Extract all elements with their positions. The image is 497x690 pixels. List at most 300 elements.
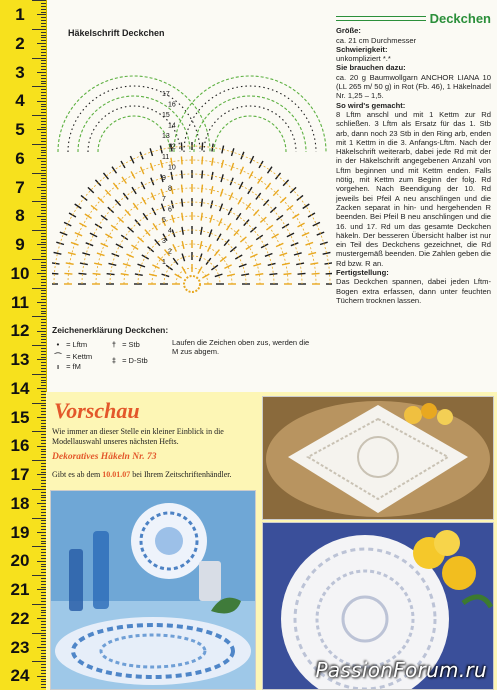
- ruler-tick: [41, 204, 46, 205]
- stitch-mark: [130, 156, 133, 163]
- ruler-tick: [37, 618, 46, 619]
- instructions-header: [336, 11, 491, 26]
- ruler-tick: [41, 132, 46, 133]
- ruler-tick: [37, 43, 46, 44]
- ruler-tick: [41, 224, 46, 225]
- availability-prefix: Gibt es ab dem: [52, 470, 101, 479]
- ruler-number: 14: [10, 378, 30, 398]
- ruler-tick: [41, 32, 46, 33]
- stitch-mark: [112, 167, 117, 174]
- ruler-tick: [41, 98, 46, 99]
- ruler-tick: [41, 17, 46, 18]
- stitch-mark: [283, 274, 291, 275]
- lobe-round: [174, 76, 326, 152]
- stitch-mark: [211, 265, 217, 270]
- size-label: Größe:: [336, 26, 361, 36]
- site-watermark: PassionForum.ru: [315, 658, 487, 682]
- round-number: 4: [168, 227, 172, 235]
- preview-description: Wie immer an dieser Stelle ein kleiner Einblick in die Modellauswahl unseres nächsten Hefts.: [52, 427, 224, 446]
- stitch-mark: [155, 240, 160, 246]
- stitch-mark: [256, 235, 263, 240]
- stitch-mark: [221, 174, 223, 182]
- ruler-tick: [41, 368, 46, 369]
- ruler-tick: [41, 193, 46, 194]
- stitch-mark: [244, 220, 249, 226]
- ruler-tick: [32, 633, 46, 634]
- ruler-tick: [32, 201, 46, 202]
- availability-line: [52, 470, 232, 479]
- stitch-mark: [303, 204, 310, 209]
- round-number: 10: [168, 164, 176, 172]
- ruler-tick: [41, 167, 46, 168]
- lobe-round: [194, 96, 306, 152]
- ruler-tick: [41, 207, 46, 208]
- ruler-tick: [41, 221, 46, 222]
- lobe-round: [214, 116, 286, 152]
- stitch-mark: [153, 223, 157, 230]
- ruler-tick: [41, 141, 46, 142]
- stitch-mark: [215, 274, 223, 276]
- stitch-mark: [255, 274, 263, 275]
- ruler-tick: [41, 127, 46, 128]
- stitch-mark: [202, 142, 203, 150]
- ruler-tick: [41, 210, 46, 211]
- stitch-mark: [78, 273, 86, 274]
- stitch-mark: [52, 273, 58, 274]
- ruler-tick: [37, 129, 46, 130]
- treble-crochet-symbol: ‡: [111, 356, 117, 365]
- round-number: 7: [162, 196, 166, 203]
- round-number: 5: [162, 217, 166, 224]
- stitch-mark: [202, 170, 203, 178]
- round-number: 8: [168, 185, 172, 193]
- legend-label: = D-Stb: [122, 356, 148, 365]
- ruler-tick: [41, 175, 46, 176]
- ruler-tick: [41, 92, 46, 93]
- ruler-tick: [41, 285, 46, 286]
- ruler-tick: [37, 503, 46, 504]
- stitch-mark: [181, 170, 182, 178]
- lobe-round: [204, 106, 296, 152]
- ruler-tick: [41, 46, 46, 47]
- ruler-tick: [41, 89, 46, 90]
- legend-item-fm: [52, 362, 81, 371]
- ruler-number: 19: [10, 522, 30, 542]
- ruler-tick: [41, 75, 46, 76]
- method-text: 8 Lftm anschl und mit 1 Kettm zur Rd schließen. 3 Lftm als Ersatz für das 1. Stb arb, dann noch 23 Stb in den Ring arb, enden mit 1 Kettm in die 3. Anfangs-Lftm. Nach der Häkelschrift weiterarb, dabei jede Rd mit der in der Häkelschrift angegebenen Anzahl von Lftm beginnen und mit Kettm enden. Falls nötig, mit Kettm zum Beginn der folg. Rd vorgehen. Nach Beendigung der 10. Rd jeweils bei Pfeil A neu anschlingen und die Zacken separat in hin- und hergehenden R beenden. Bei Pfeil B neu anschlingen und die 16. und 17. Rd um das gesamte Deckchen häkeln. Der besseren Übersicht halber ist nur ein Teil des Deckchens gezeichnet, die Rd mustergemäß beenden. Die Zahlen geben die Rd bzw. R an.: [336, 109, 491, 268]
- stitch-mark: [143, 213, 148, 220]
- ruler-tick: [41, 196, 46, 197]
- ruler-tick: [41, 253, 46, 254]
- stitch-mark: [101, 215, 107, 220]
- ruler-tick: [41, 354, 46, 355]
- method-label: So wird's gemacht:: [336, 100, 406, 110]
- stitch-mark: [256, 193, 261, 199]
- round-number: 14: [168, 122, 176, 130]
- ruler-tick: [41, 155, 46, 156]
- instructions-column: [336, 11, 491, 305]
- ruler-tick: [37, 216, 46, 217]
- stitch-mark: [239, 182, 243, 189]
- round-number: 17: [162, 91, 170, 98]
- ruler-tick: [41, 52, 46, 53]
- finishing-label: Fertigstellung:: [336, 268, 389, 278]
- size-value: ca. 21 cm Durchmesser: [336, 35, 417, 45]
- ruler-number: 23: [10, 637, 30, 657]
- ruler-tick: [37, 187, 46, 188]
- ruler-tick: [32, 575, 46, 576]
- ruler-number: 20: [10, 551, 30, 571]
- ruler-tick: [41, 371, 46, 372]
- ruler-number: 1: [15, 5, 25, 24]
- ruler-tick: [41, 382, 46, 383]
- stitch-mark: [103, 173, 108, 179]
- stitch-mark: [211, 186, 213, 194]
- ruler-tick: [41, 181, 46, 182]
- ruler-tick: [41, 270, 46, 271]
- ruler-tick: [41, 147, 46, 148]
- stitch-mark: [250, 156, 253, 163]
- ruler-tick: [41, 184, 46, 185]
- ruler-tick: [41, 299, 46, 300]
- stitch-mark: [151, 193, 154, 200]
- round-number: 13: [162, 133, 170, 140]
- ruler-number: 10: [10, 263, 30, 283]
- ruler-tick: [41, 3, 46, 4]
- round-number: 2: [168, 248, 172, 256]
- header-rule: [336, 16, 426, 21]
- instructions-title: Deckchen: [429, 11, 491, 26]
- ruler-number: 7: [15, 177, 25, 197]
- stitch-mark: [279, 253, 287, 255]
- ruler-tick: [41, 305, 46, 306]
- stitch-mark: [224, 265, 231, 268]
- chain-symbol: •: [56, 340, 60, 349]
- ruler-tick: [41, 348, 46, 349]
- ruler-tick: [41, 118, 46, 119]
- ruler-number: 21: [10, 580, 30, 599]
- round-number: 6: [168, 206, 172, 214]
- ruler-number: 17: [10, 465, 30, 484]
- stitch-mark: [181, 142, 182, 150]
- materials-value: ca. 20 g Baumwollgarn ANCHOR LIANA 10 (LL 265 m/ 50 g) in Rot (Fb. 46), 1 Häkelnadel Nr. 1,25 – 1,5.: [336, 72, 491, 101]
- legend-label: = Lftm: [66, 340, 88, 349]
- legend-item-lftm: [52, 340, 87, 349]
- ruler-tick: [41, 83, 46, 84]
- ruler-tick: [37, 72, 46, 73]
- ruler-tick: [41, 362, 46, 363]
- crochet-chart: [52, 36, 332, 316]
- ruler-number: 22: [10, 608, 30, 628]
- legend-label: = Kettm: [66, 352, 93, 361]
- ruler-tick: [37, 158, 46, 159]
- round-number: 3: [162, 238, 166, 245]
- difficulty-label: Schwierigkeit:: [336, 44, 388, 54]
- ruler-tick: [37, 302, 46, 303]
- single-crochet-symbol: ı: [56, 362, 60, 371]
- stitch-mark: [54, 252, 62, 254]
- ruler-tick: [37, 647, 46, 648]
- ruler-tick: [41, 106, 46, 107]
- stitch-mark: [75, 204, 82, 209]
- ruler-tick: [37, 446, 46, 447]
- ruler-tick: [41, 6, 46, 7]
- stitch-mark: [141, 167, 144, 174]
- ruler-number: 13: [10, 350, 30, 369]
- availability-suffix: bei Ihrem Zeitschriftenhändler.: [132, 470, 232, 479]
- ruler-tick: [32, 173, 46, 174]
- ruler-tick: [41, 311, 46, 312]
- ruler-tick: [41, 293, 46, 294]
- legend-item-dstb: [108, 356, 148, 365]
- ruler-number: 11: [11, 292, 29, 312]
- stitch-mark: [131, 245, 138, 249]
- difficulty-value: unkompliziert *.*: [336, 54, 391, 64]
- stitch-mark: [122, 177, 126, 184]
- stitch-mark: [90, 233, 97, 237]
- ruler-tick: [41, 325, 46, 326]
- ruler-tick: [41, 233, 46, 234]
- stitch-mark: [85, 214, 92, 218]
- ruler-tick: [41, 319, 46, 320]
- stitch-mark: [224, 240, 229, 246]
- stitch-mark: [246, 203, 251, 209]
- ruler-tick: [32, 345, 46, 346]
- stitch-mark: [258, 177, 262, 184]
- stitch-mark: [272, 234, 279, 238]
- stitch-mark: [68, 253, 76, 255]
- stitch-mark: [116, 244, 123, 248]
- ruler-tick: [41, 242, 46, 243]
- finishing-text: Das Deckchen spannen, dabei jeden Lftm-Bogen extra erfassen, dann unter feuchten Tüchern trocknen lassen.: [336, 277, 491, 305]
- ruler-tick: [41, 198, 46, 199]
- doily-photo-white-square: [262, 396, 494, 520]
- ruler-tick: [41, 150, 46, 151]
- ruler-tick: [37, 417, 46, 418]
- stitch-mark: [313, 222, 320, 225]
- ruler-tick: [32, 115, 46, 116]
- stitch-mark: [182, 199, 183, 207]
- ruler-tick: [41, 104, 46, 105]
- ruler-tick: [41, 37, 46, 38]
- ruler-tick: [41, 334, 46, 335]
- lobe-round: [58, 76, 210, 152]
- ruler-tick: [32, 316, 46, 317]
- ruler-tick: [41, 12, 46, 13]
- ruler-tick: [32, 288, 46, 289]
- stitch-mark: [182, 227, 183, 235]
- ruler-tick: [41, 377, 46, 378]
- ruler-tick: [32, 144, 46, 145]
- stitch-mark: [277, 215, 283, 220]
- ruler-tick: [32, 58, 46, 59]
- ruler-tick: [41, 365, 46, 366]
- availability-date: 10.01.07: [102, 470, 131, 479]
- ruler-tick: [41, 256, 46, 257]
- ruler-tick: [41, 342, 46, 343]
- stitch-mark: [326, 273, 332, 274]
- ruler-number: 6: [15, 148, 25, 168]
- stitch-mark: [128, 227, 134, 232]
- stitch-mark: [269, 274, 277, 275]
- ruler-tick: [41, 385, 46, 386]
- legend-note: Laufen die Zeichen oben zus, werden die M zus abgem.: [172, 338, 310, 356]
- ruler-number: 4: [15, 91, 25, 111]
- ruler-tick: [37, 561, 46, 562]
- materials-label: Sie brauchen dazu:: [336, 63, 406, 73]
- diagram-title: Häkelschrift Deckchen: [68, 28, 165, 38]
- ruler-tick: [32, 489, 46, 490]
- ruler-number: 18: [10, 493, 30, 513]
- ruler-tick: [32, 604, 46, 605]
- ruler-tick: [37, 676, 46, 677]
- stitch-mark: [145, 230, 150, 236]
- preview-title: Vorschau: [54, 398, 140, 423]
- stitch-mark: [132, 187, 136, 194]
- ruler-tick: [41, 339, 46, 340]
- stitch-mark: [236, 213, 241, 220]
- ruler-tick: [41, 313, 46, 314]
- ruler-tick: [32, 0, 46, 1]
- ruler-tick: [32, 431, 46, 432]
- ruler-tick: [41, 351, 46, 352]
- stitch-mark: [172, 215, 174, 223]
- ruler-tick: [32, 661, 46, 662]
- legend-item-kettm: [52, 351, 92, 362]
- ruler-tick: [32, 374, 46, 375]
- ruler-tick: [41, 357, 46, 358]
- ruler-tick: [41, 265, 46, 266]
- ruler-tick: [41, 124, 46, 125]
- stitch-mark: [105, 234, 112, 238]
- stitch-mark: [294, 253, 302, 255]
- ruler-tick: [41, 267, 46, 268]
- ruler-tick: [41, 279, 46, 280]
- ruler-tick: [32, 29, 46, 30]
- ruler-tick: [41, 112, 46, 113]
- ruler-tick: [41, 20, 46, 21]
- ruler-tick: [32, 259, 46, 260]
- ruler-tick: [32, 403, 46, 404]
- ruler-tick: [41, 138, 46, 139]
- ruler-tick: [41, 69, 46, 70]
- ruler-tick: [41, 247, 46, 248]
- legend-label: = fM: [66, 362, 81, 371]
- ruler-tick: [41, 282, 46, 283]
- ruler-tick: [41, 26, 46, 27]
- stitch-mark: [64, 273, 72, 274]
- ruler-tick: [37, 101, 46, 102]
- ruler-tick: [37, 474, 46, 475]
- ruler-tick: [41, 290, 46, 291]
- center-ring: [184, 276, 200, 292]
- stitch-mark: [267, 167, 272, 174]
- ruler-tick: [41, 328, 46, 329]
- ruler-tick: [41, 121, 46, 122]
- ruler-tick: [32, 546, 46, 547]
- ruler-tick: [41, 49, 46, 50]
- ruler-tick: [41, 170, 46, 171]
- stitch-mark: [287, 233, 294, 237]
- ruler-number: 5: [15, 120, 25, 139]
- ruler-tick: [41, 23, 46, 24]
- ruler-number: 16: [10, 436, 30, 456]
- ruler-tick: [41, 322, 46, 323]
- legend-title: Zeichenerklärung Deckchen:: [52, 325, 169, 335]
- stitch-mark: [201, 199, 202, 207]
- ruler-number: 15: [10, 407, 30, 427]
- stitch-mark: [298, 223, 305, 227]
- doily-photo-blue: [50, 490, 256, 690]
- ruler-number: 8: [15, 206, 25, 226]
- legend-label: = Stb: [122, 340, 140, 349]
- legend: [52, 325, 312, 338]
- ruler-tick: [37, 14, 46, 15]
- stitch-mark: [298, 273, 306, 274]
- ruler-number: 3: [15, 62, 25, 82]
- ruler-tick: [41, 95, 46, 96]
- ruler-tick: [41, 213, 46, 214]
- ruler-tick: [37, 388, 46, 389]
- ruler-tick: [32, 230, 46, 231]
- legend-item-stb: [108, 340, 140, 349]
- stitch-mark: [230, 247, 236, 252]
- stitch-mark: [212, 158, 213, 166]
- stitch-mark: [287, 205, 293, 210]
- ruler-tick: [41, 109, 46, 110]
- ruler-tick: [41, 55, 46, 56]
- stitch-mark: [229, 193, 232, 200]
- lobe-round: [98, 116, 170, 152]
- ruler-tick: [41, 219, 46, 220]
- ruler-tick: [41, 296, 46, 297]
- ruler-tick: [41, 9, 46, 10]
- double-crochet-symbol: †: [111, 340, 117, 349]
- next-issue-title: Dekoratives Häkeln Nr. 73: [52, 452, 157, 462]
- ruler-number: 12: [10, 321, 30, 341]
- ruler-number: 24: [10, 666, 30, 686]
- ruler-tick: [32, 460, 46, 461]
- ruler-tick: [41, 380, 46, 381]
- round-number: 1: [162, 259, 166, 266]
- round-number: 9: [162, 175, 166, 182]
- stitch-mark: [219, 219, 222, 226]
- ruler-number: 9: [15, 235, 25, 254]
- ruler-tick: [37, 359, 46, 360]
- ruler-tick: [41, 78, 46, 79]
- stitch-mark: [182, 254, 184, 262]
- ruler-tick: [41, 236, 46, 237]
- ruler-number: 2: [15, 33, 25, 53]
- ruler-tick: [41, 239, 46, 240]
- ruler-tick: [37, 331, 46, 332]
- ruler-tick: [41, 276, 46, 277]
- ruler-tick: [32, 86, 46, 87]
- stitch-mark: [312, 273, 320, 274]
- stitch-mark: [173, 258, 178, 264]
- ruler-tick: [37, 273, 46, 274]
- round-number: 16: [168, 101, 176, 109]
- ruler-tick: [37, 532, 46, 533]
- stitch-mark: [75, 233, 82, 236]
- ruler: [0, 0, 47, 690]
- ruler-tick: [41, 336, 46, 337]
- ruler-tick: [37, 244, 46, 245]
- ruler-tick: [41, 35, 46, 36]
- stitch-mark: [220, 257, 226, 262]
- ruler-tick: [41, 164, 46, 165]
- stitch-mark: [302, 233, 309, 236]
